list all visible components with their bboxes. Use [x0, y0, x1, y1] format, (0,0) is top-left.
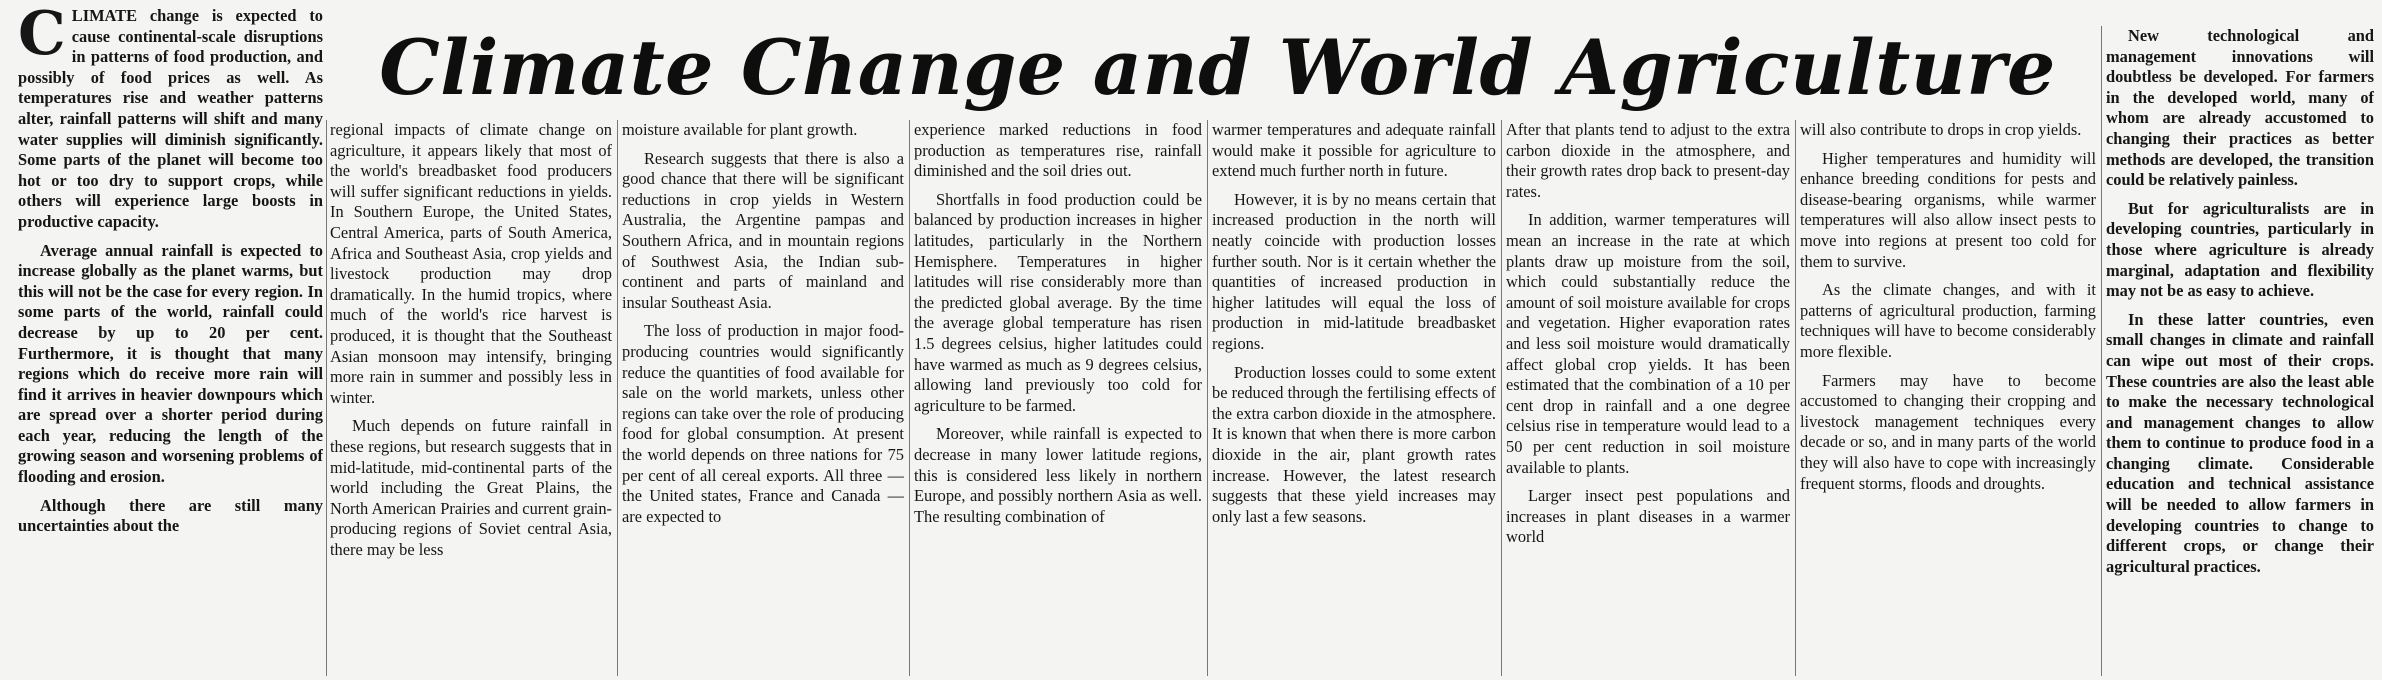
article-column-5	[1212, 120, 1496, 676]
paragraph: After that plants tend to adjust to the extra carbon dioxide in the atmosphere, and their growth rates drop back to present-day rates.	[1506, 120, 1790, 201]
paragraph: The loss of production in major food-producing countries would significantly reduce the quantities of food available for sale on the world markets, unless other regions can take over the role of producing food for global consumption. At present the world depends on three nations for 75 per cent of all cereal exports. All three — the United states, France and Canada — are expected to	[622, 321, 904, 526]
paragraph	[18, 6, 323, 233]
paragraph: Research suggests that there is also a good chance that there will be significant reductions in crop yields in Western Australia, the Argentine pampas and Southern Africa, and in mountain regions of Southwest Asia, the Indian sub-continent and parts of mainland and insular Southeast Asia.	[622, 148, 904, 312]
column-rule	[2101, 26, 2102, 676]
paragraph: In addition, warmer temperatures will mean an increase in the rate at which plants draw up moisture from the soil, which could substantially reduce the amount of soil moisture available for crops and vegetation. Higher evaporation rates and less soil moisture would dramatically affect global crop yields. It has been estimated that the combination of a 10 per cent drop in rainfall and a one degree celsius rise in temperature would lead to a 50 per cent reduction in soil moisture available to plants.	[1506, 210, 1790, 477]
paragraph: Production losses could to some extent be reduced through the fertilising effects of the extra carbon dioxide in the atmosphere. It is known that when there is more carbon dioxide in the air, plant growth rates increase. However, the latest research suggests that these yield increases may only last a few seasons.	[1212, 362, 1496, 526]
column-rule	[909, 120, 910, 676]
paragraph: Although there are still many uncertainties about the	[18, 495, 323, 536]
drop-cap: C	[18, 6, 66, 69]
article-column-8	[2106, 26, 2374, 676]
column-rule	[1795, 120, 1796, 676]
paragraph: Much depends on future rainfall in these regions, but research suggests that in mid-latitude, mid-continental parts of the world including the Great Plains, the North American Prairies and current grain-producing regions of Soviet central Asia, there may be less	[330, 416, 612, 559]
column-rule	[326, 120, 327, 676]
paragraph: Farmers may have to become accustomed to changing their cropping and livestock management techniques every decade or so, and in many parts of the world they will also have to cope with increasingly frequent storms, floods and droughts.	[1800, 370, 2096, 493]
paragraph-text: LIMATE change is expected to cause continental-scale disruptions in patterns of food production, and possibly of food prices as well. As temperatures rise and weather patterns alter, rainfall patterns will shift and many water supplies will diminish significantly. Some parts of the planet will become too hot or too dry to support crops, while others will experience large boosts in productive capacity.	[18, 6, 323, 231]
paragraph: Larger insect pest populations and increases in plant diseases in a warmer world	[1506, 486, 1790, 547]
paragraph: In these latter countries, even small changes in climate and rainfall can wipe out most of their crops. These countries are also the least able to make the necessary technological and management changes to allow them to continue to produce food in a changing climate. Considerable education and technical assistance will be needed to allow farmers in developing countries to change to different crops, or change their agricultural practices.	[2106, 309, 2374, 576]
paragraph: moisture available for plant growth.	[622, 120, 858, 139]
paragraph: experience marked reductions in food production as temperatures rise, rainfall diminished and the soil dries out.	[914, 120, 1202, 181]
paragraph: Average annual rainfall is expected to increase globally as the planet warms, but this will not be the case for every region. In some parts of the world, rainfall could decrease by up to 20 per cent. Furthermore, it is thought that many regions which do receive more rain will find it arrives in heavier downpours which are spread over a shorter period during each year, reducing the length of the growing season and worsening problems of flooding and erosion.	[18, 240, 323, 487]
paragraph: will also contribute to drops in crop yields.	[1800, 120, 2082, 139]
paragraph: Higher temperatures and humidity will enhance breeding conditions for pests and disease-bearing organisms, while warmer temperatures will also allow insect pests to move into regions at present too cold for them to survive.	[1800, 148, 2096, 271]
headline: Climate Change and World Agriculture	[379, 22, 2056, 112]
column-rule	[1207, 120, 1208, 676]
article-column-6	[1506, 120, 1790, 676]
column-rule	[1501, 120, 1502, 676]
column-rule	[617, 120, 618, 676]
paragraph: New technological and management innovations will doubtless be developed. For farmers in the developed world, many of whom are already accustomed to changing their practices as better methods are developed, the transition could be relatively painless.	[2106, 26, 2374, 190]
paragraph: regional impacts of climate change on agriculture, it appears likely that most of the world's breadbasket food producers will suffer significant reductions in yields. In Southern Europe, the United States, Central America, parts of South America, Africa and Southeast Asia, crop yields and livestock production may drop dramatically. In the humid tropics, where much of the world's rice harvest is produced, it is thought that the Southeast Asian monsoon may intensify, bringing more rain in summer and possibly less in winter.	[330, 120, 612, 407]
paragraph: As the climate changes, and with it patterns of agricultural production, farming techniques will have to become considerably more flexible.	[1800, 280, 2096, 361]
article-column-3	[622, 120, 904, 676]
paragraph: warmer temperatures and adequate rainfall would make it possible for agriculture to extend much further north in future.	[1212, 120, 1496, 181]
paragraph: Shortfalls in food production could be balanced by production increases in higher latitudes, particularly in the Northern Hemisphere. Temperatures in higher latitudes will rise considerably more than the predicted global average. By the time the average global temperature has risen 1.5 degrees celsius, higher latitudes could have warmed as much as 9 degrees celsius, allowing land previously too cold for agriculture to be farmed.	[914, 189, 1202, 415]
article-column-4	[914, 120, 1202, 676]
paragraph: Moreover, while rainfall is expected to decrease in many lower latitude regions, this is considered less likely in northern Europe, and possibly northern Asia as well. The resulting combination of	[914, 424, 1202, 526]
article-column-1	[18, 6, 323, 676]
article-column-2	[330, 120, 612, 676]
paragraph: However, it is by no means certain that increased production in the north will neatly coincide with production losses further south. Nor is it certain whether the quantities of increased production in higher latitudes will equal the loss of production in mid-latitude breadbasket regions.	[1212, 189, 1496, 353]
article-column-7	[1800, 120, 2096, 676]
paragraph: But for agriculturalists are in developing countries, particularly in those where agriculture is already marginal, adaptation and flexibility may not be as easy to achieve.	[2106, 198, 2374, 301]
